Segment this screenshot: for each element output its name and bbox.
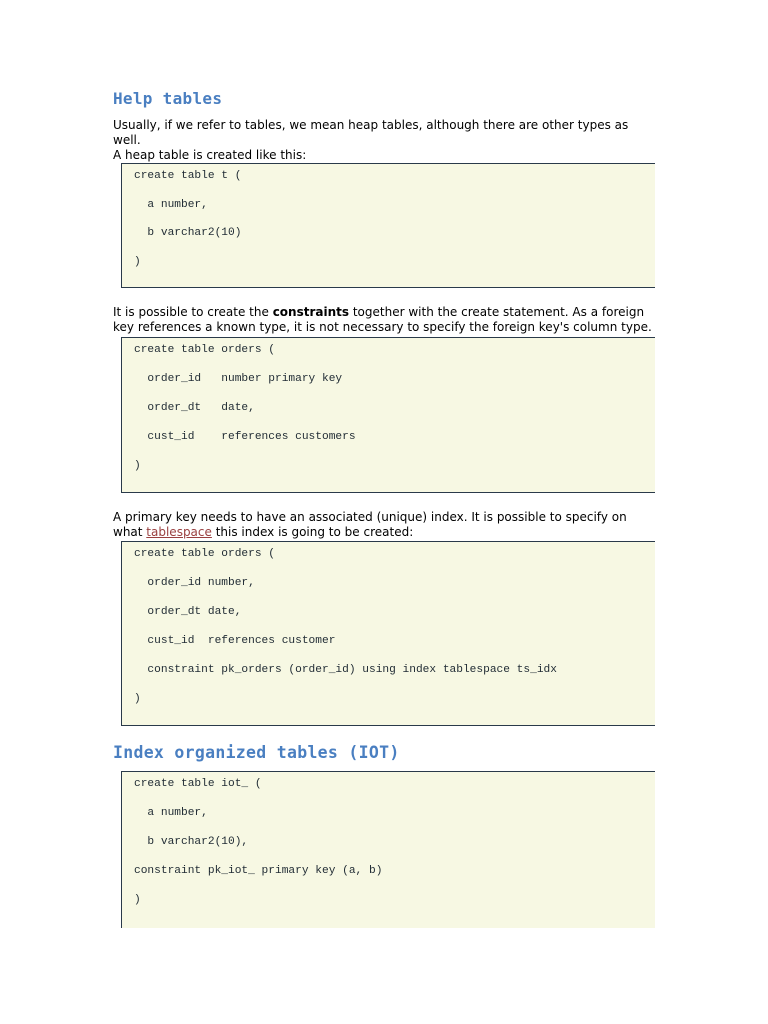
code-block-orders-pk	[121, 541, 655, 726]
code-block-heap-table	[121, 163, 655, 288]
code-line: )	[134, 460, 141, 472]
primary-key-paragraph	[113, 510, 655, 540]
code-block-orders-fk	[121, 337, 655, 493]
document-page	[113, 88, 655, 928]
intro-paragraph	[113, 118, 655, 163]
constraints-paragraph	[113, 305, 655, 335]
code-line: create table t (	[134, 170, 242, 182]
code-line: a number,	[134, 807, 208, 819]
code-line: create table orders (	[134, 344, 275, 356]
intro-line-2: A heap table is created like this:	[113, 148, 307, 162]
tablespace-link[interactable]: tablespace	[146, 525, 212, 539]
constraints-prefix: It is possible to create the	[113, 305, 273, 319]
code-line: order_id number,	[134, 577, 255, 589]
code-line: cust_id references customer	[134, 635, 336, 647]
heading-iot: Index organized tables (IOT)	[113, 743, 400, 762]
heading-help-tables: Help tables	[113, 89, 223, 108]
pk-suffix: this index is going to be created:	[211, 525, 414, 539]
code-line: order_dt date,	[134, 402, 255, 414]
constraints-bold: constraints	[272, 305, 350, 319]
code-line: )	[134, 255, 141, 268]
code-line: constraint pk_iot_ primary key (a, b)	[134, 865, 383, 877]
code-line: b varchar2(10),	[134, 836, 249, 848]
code-line: cust_id references customers	[134, 431, 356, 443]
code-block-iot	[121, 771, 655, 928]
code-line: order_dt date,	[134, 606, 242, 618]
code-line: a number,	[134, 198, 208, 211]
code-line: )	[134, 693, 141, 705]
constraints-suffix: together with the create statement. As a foreign key references a known type, it is not necessary to specify the foreign key's column type.	[113, 305, 652, 334]
code-line: constraint pk_orders (order_id) using index tablespace ts_idx	[134, 664, 557, 676]
code-line: )	[134, 894, 141, 906]
pk-prefix: A primary key needs to have an associated (unique) index. It is possible to specify on what	[113, 510, 627, 539]
code-line: create table orders (	[134, 548, 275, 560]
code-line: b varchar2(10)	[134, 227, 242, 239]
code-line: create table iot_ (	[134, 778, 262, 790]
code-line: order_id number primary key	[134, 373, 343, 385]
intro-line-1: Usually, if we refer to tables, we mean heap tables, although there are other types as well.	[113, 118, 629, 147]
